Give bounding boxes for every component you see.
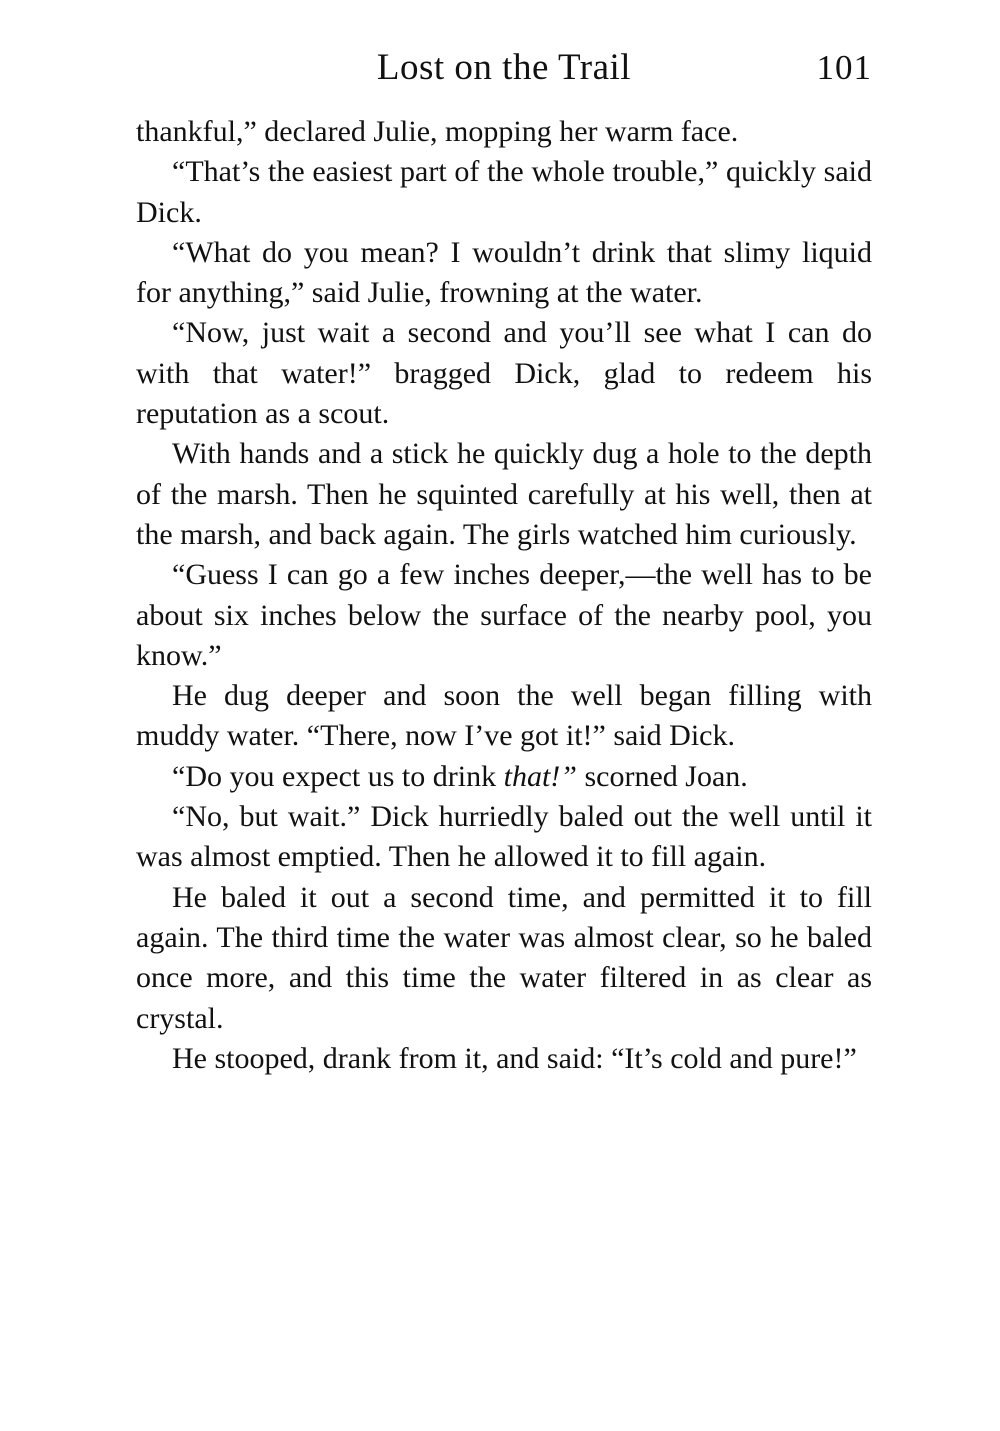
page-number: 101 [816,48,872,87]
paragraph [136,757,872,797]
paragraph: thankful,” declared Julie, mopping her warm face. [136,115,739,148]
paragraph: With hands and a stick he quickly dug a hole to the depth of the marsh. Then he squinted carefully at his well, then at the marsh, and back again. The girls watched him curiously. [136,437,872,551]
running-title: Lost on the Trail [376,47,632,88]
paragraph: He stooped, drank from it, and said: “It’s cold and pure!” [172,1041,857,1075]
paragraph: “No, but wait.” Dick hurriedly baled out the well until it was almost emptied. Then he allowed it to fill again. [136,800,872,874]
paragraph-text: scorned Joan. [576,759,748,793]
paragraph-text: “Do you expect us to drink [172,759,504,793]
paragraph: He dug deeper and soon the well began filling with muddy water. “There, now I’ve got it!” said Dick. [136,679,872,753]
paragraph: “That’s the easiest part of the whole trouble,” quickly said Dick. [136,155,872,229]
paragraph: “Now, just wait a second and you’ll see what I can do with that water!” bragged Dick, glad to redeem his reputation as a scout. [136,316,872,431]
paragraph: “What do you mean? I wouldn’t drink that slimy liquid for anything,” said Julie, frowning at the water. [136,235,872,310]
body-text [136,112,872,1079]
running-head [136,38,872,98]
paragraph: He baled it out a second time, and permitted it to fill again. The third time the water was almost clear, so he baled once more, and this time the water filtered in as clear as crystal. [136,880,872,1035]
italic-word: that!” [503,759,577,793]
paragraph: “Guess I can go a few inches deeper,—the well has to be about six inches below the surface of the nearby pool, you know.” [136,558,872,672]
